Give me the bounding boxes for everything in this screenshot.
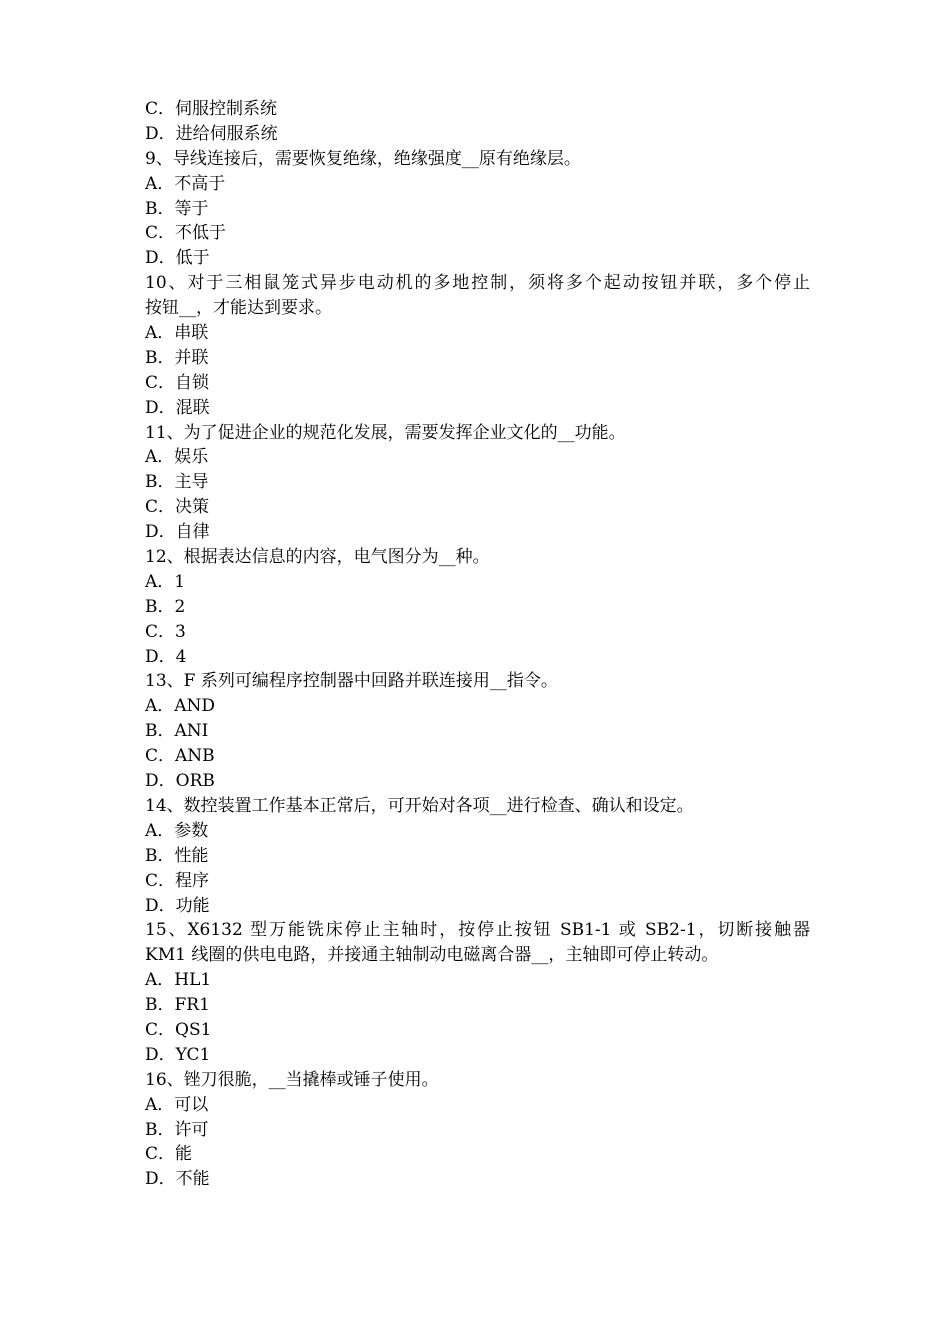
option-line: C．决策 xyxy=(145,497,210,518)
option-line: B．并联 xyxy=(145,347,209,368)
question-11: 11、为了促进企业的规范化发展，需要发挥企业文化的__功能。 xyxy=(145,422,626,443)
option-line: C．QS1 xyxy=(145,1019,212,1040)
option-line: D．自律 xyxy=(145,522,210,543)
option-line: B．2 xyxy=(145,596,186,617)
option-line: D．低于 xyxy=(145,248,210,269)
option-line: A．娱乐 xyxy=(145,447,209,468)
question-10-cont: 按钮__，才能达到要求。 xyxy=(145,298,332,319)
option-line: B．ANI xyxy=(145,721,209,742)
option-line: D．YC1 xyxy=(145,1044,211,1065)
option-line: B．许可 xyxy=(145,1119,209,1140)
option-line: A．HL1 xyxy=(145,970,212,991)
question-10: 10、对于三相鼠笼式异步电动机的多地控制，须将多个起动按钮并联，多个停止 xyxy=(145,273,810,294)
option-line: B．等于 xyxy=(145,198,209,219)
option-line: C．自锁 xyxy=(145,372,210,393)
question-16: 16、锉刀很脆，__当撬棒或锤子使用。 xyxy=(145,1069,439,1090)
option-line: D．ORB xyxy=(145,771,215,792)
option-line: A．不高于 xyxy=(145,173,226,194)
option-line: C．不低于 xyxy=(145,223,227,244)
question-14: 14、数控装置工作基本正常后，可开始对各项__进行检查、确认和设定。 xyxy=(145,795,694,816)
option-line: A．可以 xyxy=(145,1094,209,1115)
question-13: 13、F 系列可编程序控制器中回路并联连接用__指令。 xyxy=(145,671,558,692)
question-15: 15、X6132 型万能铣床停止主轴时，按停止按钮 SB1-1 或 SB2-1，切断接触器 xyxy=(145,920,810,941)
option-line: A．串联 xyxy=(145,323,209,344)
option-line: A．参数 xyxy=(145,820,209,841)
option-line: B．性能 xyxy=(145,845,209,866)
option-line: C．ANB xyxy=(145,746,215,767)
option-line: D．不能 xyxy=(145,1169,210,1190)
option-line: D．混联 xyxy=(145,397,210,418)
question-12: 12、根据表达信息的内容，电气图分为__种。 xyxy=(145,547,490,568)
option-line: D．功能 xyxy=(145,895,210,916)
option-line: C．3 xyxy=(145,621,186,642)
document-page xyxy=(145,97,810,1192)
option-line: A．1 xyxy=(145,571,186,592)
text-line: D．进给伺服系统 xyxy=(145,123,278,144)
question-9: 9、导线连接后，需要恢复绝缘，绝缘强度__原有绝缘层。 xyxy=(145,148,581,169)
text-line: C．伺服控制系统 xyxy=(145,99,278,119)
option-line: A．AND xyxy=(145,696,216,717)
option-line: B．FR1 xyxy=(145,995,210,1016)
question-15-cont: KM1 线圈的供电电路，并接通主轴制动电磁离合器__，主轴即可停止转动。 xyxy=(145,945,719,966)
option-line: C．程序 xyxy=(145,870,210,891)
option-line: B．主导 xyxy=(145,472,209,493)
option-line: C．能 xyxy=(145,1144,193,1165)
option-line: D．4 xyxy=(145,646,187,667)
